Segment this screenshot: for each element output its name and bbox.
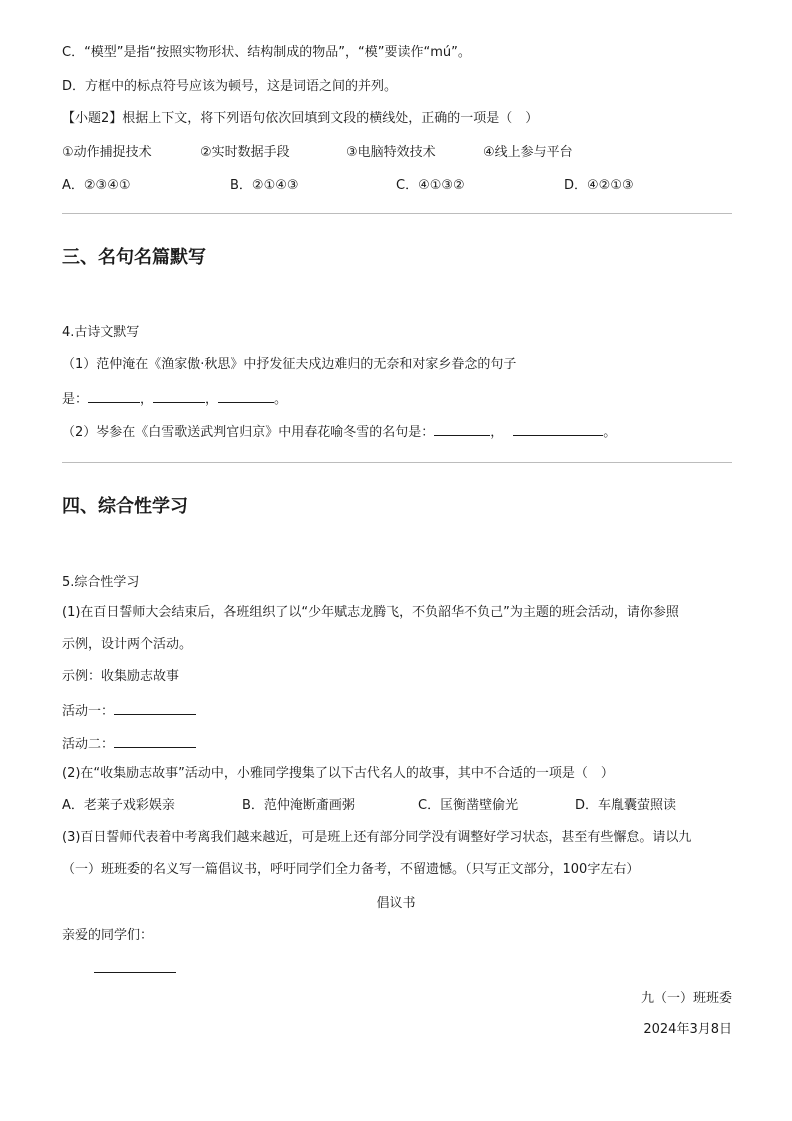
activity-1-line: [62, 700, 196, 721]
option-c: C．“模型”是指“按照实物形状、结构制成的物品”，“模”要读作“mú”。: [62, 45, 471, 60]
question-2-stem: 【小题2】根据上下文，将下列语句依次回填到文段的横线处，正确的一项是（ ）: [62, 111, 539, 126]
answer-blank[interactable]: [94, 958, 176, 973]
story-choice-d: D．车胤囊萤照读: [575, 798, 677, 813]
letter-date: 2024年3月8日: [643, 1022, 732, 1037]
story-choice-a: A．老莱子戏彩娱亲: [62, 798, 175, 813]
item-1-text: （1）范仲淹在《渔家傲·秋思》中抒发征夫戍边难归的无奈和对家乡眷念的句子: [62, 357, 517, 372]
choice-a: A．②③④①: [62, 178, 131, 193]
part-3-line-1: (3)百日誓师代表着中考离我们越来越近，可是班上还有部分同学没有调整好学习状态，甚至有些懈怠。请以九: [62, 830, 692, 845]
answer-blank[interactable]: [114, 700, 196, 715]
divider: [62, 462, 732, 463]
activity-2-label: 活动二：: [62, 737, 115, 752]
part-1-line-1: (1)在百日誓师大会结束后，各班组织了以“少年赋志龙腾飞，不负韶华不负己”为主题的班会活动，请你参照: [62, 605, 679, 620]
phrase-1: ①动作捕捉技术: [62, 145, 152, 160]
period: 。: [274, 392, 288, 407]
answer-blank[interactable]: [434, 421, 490, 436]
section-3-title: 三、名句名篇默写: [62, 247, 206, 268]
part-1-line-2: 示例，设计两个活动。: [62, 637, 193, 652]
choice-c: C．④①③②: [396, 178, 465, 193]
example-text: 示例：收集励志故事: [62, 669, 180, 684]
activity-2-line: [62, 733, 196, 754]
letter-title: 倡议书: [376, 896, 416, 911]
answer-blank[interactable]: [114, 733, 196, 748]
story-choice-b: B．范仲淹断齑画粥: [242, 798, 355, 813]
divider: [62, 213, 732, 214]
question-4-title: 4.古诗文默写: [62, 325, 140, 340]
answer-blank[interactable]: [88, 388, 140, 403]
comma: ，: [490, 425, 504, 440]
activity-1-label: 活动一：: [62, 704, 115, 719]
item-2-line: [62, 421, 616, 442]
phrase-3: ③电脑特效技术: [346, 145, 436, 160]
comma: ，: [140, 392, 154, 407]
item-1-answer-line: [62, 388, 287, 409]
part-3-line-2: （一）班班委的名义写一篇倡议书，呼吁同学们全力备考，不留遗憾。（只写正文部分，100字左右）: [62, 862, 640, 877]
answer-blank[interactable]: [218, 388, 274, 403]
story-choice-c: C．匡衡凿壁偷光: [418, 798, 519, 813]
letter-body-line: [94, 958, 176, 979]
answer-blank[interactable]: [513, 421, 603, 436]
question-5-title: 5.综合性学习: [62, 575, 140, 590]
phrase-2: ②实时数据手段: [200, 145, 290, 160]
option-d: D．方框中的标点符号应该为顿号，这是词语之间的并列。: [62, 79, 398, 94]
choice-b: B．②①④③: [230, 178, 299, 193]
comma: ，: [205, 392, 219, 407]
phrase-4: ④线上参与平台: [483, 145, 573, 160]
choice-d: D．④②①③: [564, 178, 634, 193]
letter-signature: 九（一）班班委: [640, 991, 732, 1006]
period: 。: [603, 425, 617, 440]
item-1-prefix: 是：: [62, 392, 89, 407]
letter-greeting: 亲爱的同学们：: [62, 928, 154, 943]
part-2-text: (2)在“收集励志故事”活动中，小雅同学搜集了以下古代名人的故事，其中不合适的一项是（ ）: [62, 766, 614, 781]
item-2-text: （2）岑参在《白雪歌送武判官归京》中用春花喻冬雪的名句是：: [62, 425, 435, 440]
answer-blank[interactable]: [153, 388, 205, 403]
section-4-title: 四、综合性学习: [62, 496, 188, 517]
